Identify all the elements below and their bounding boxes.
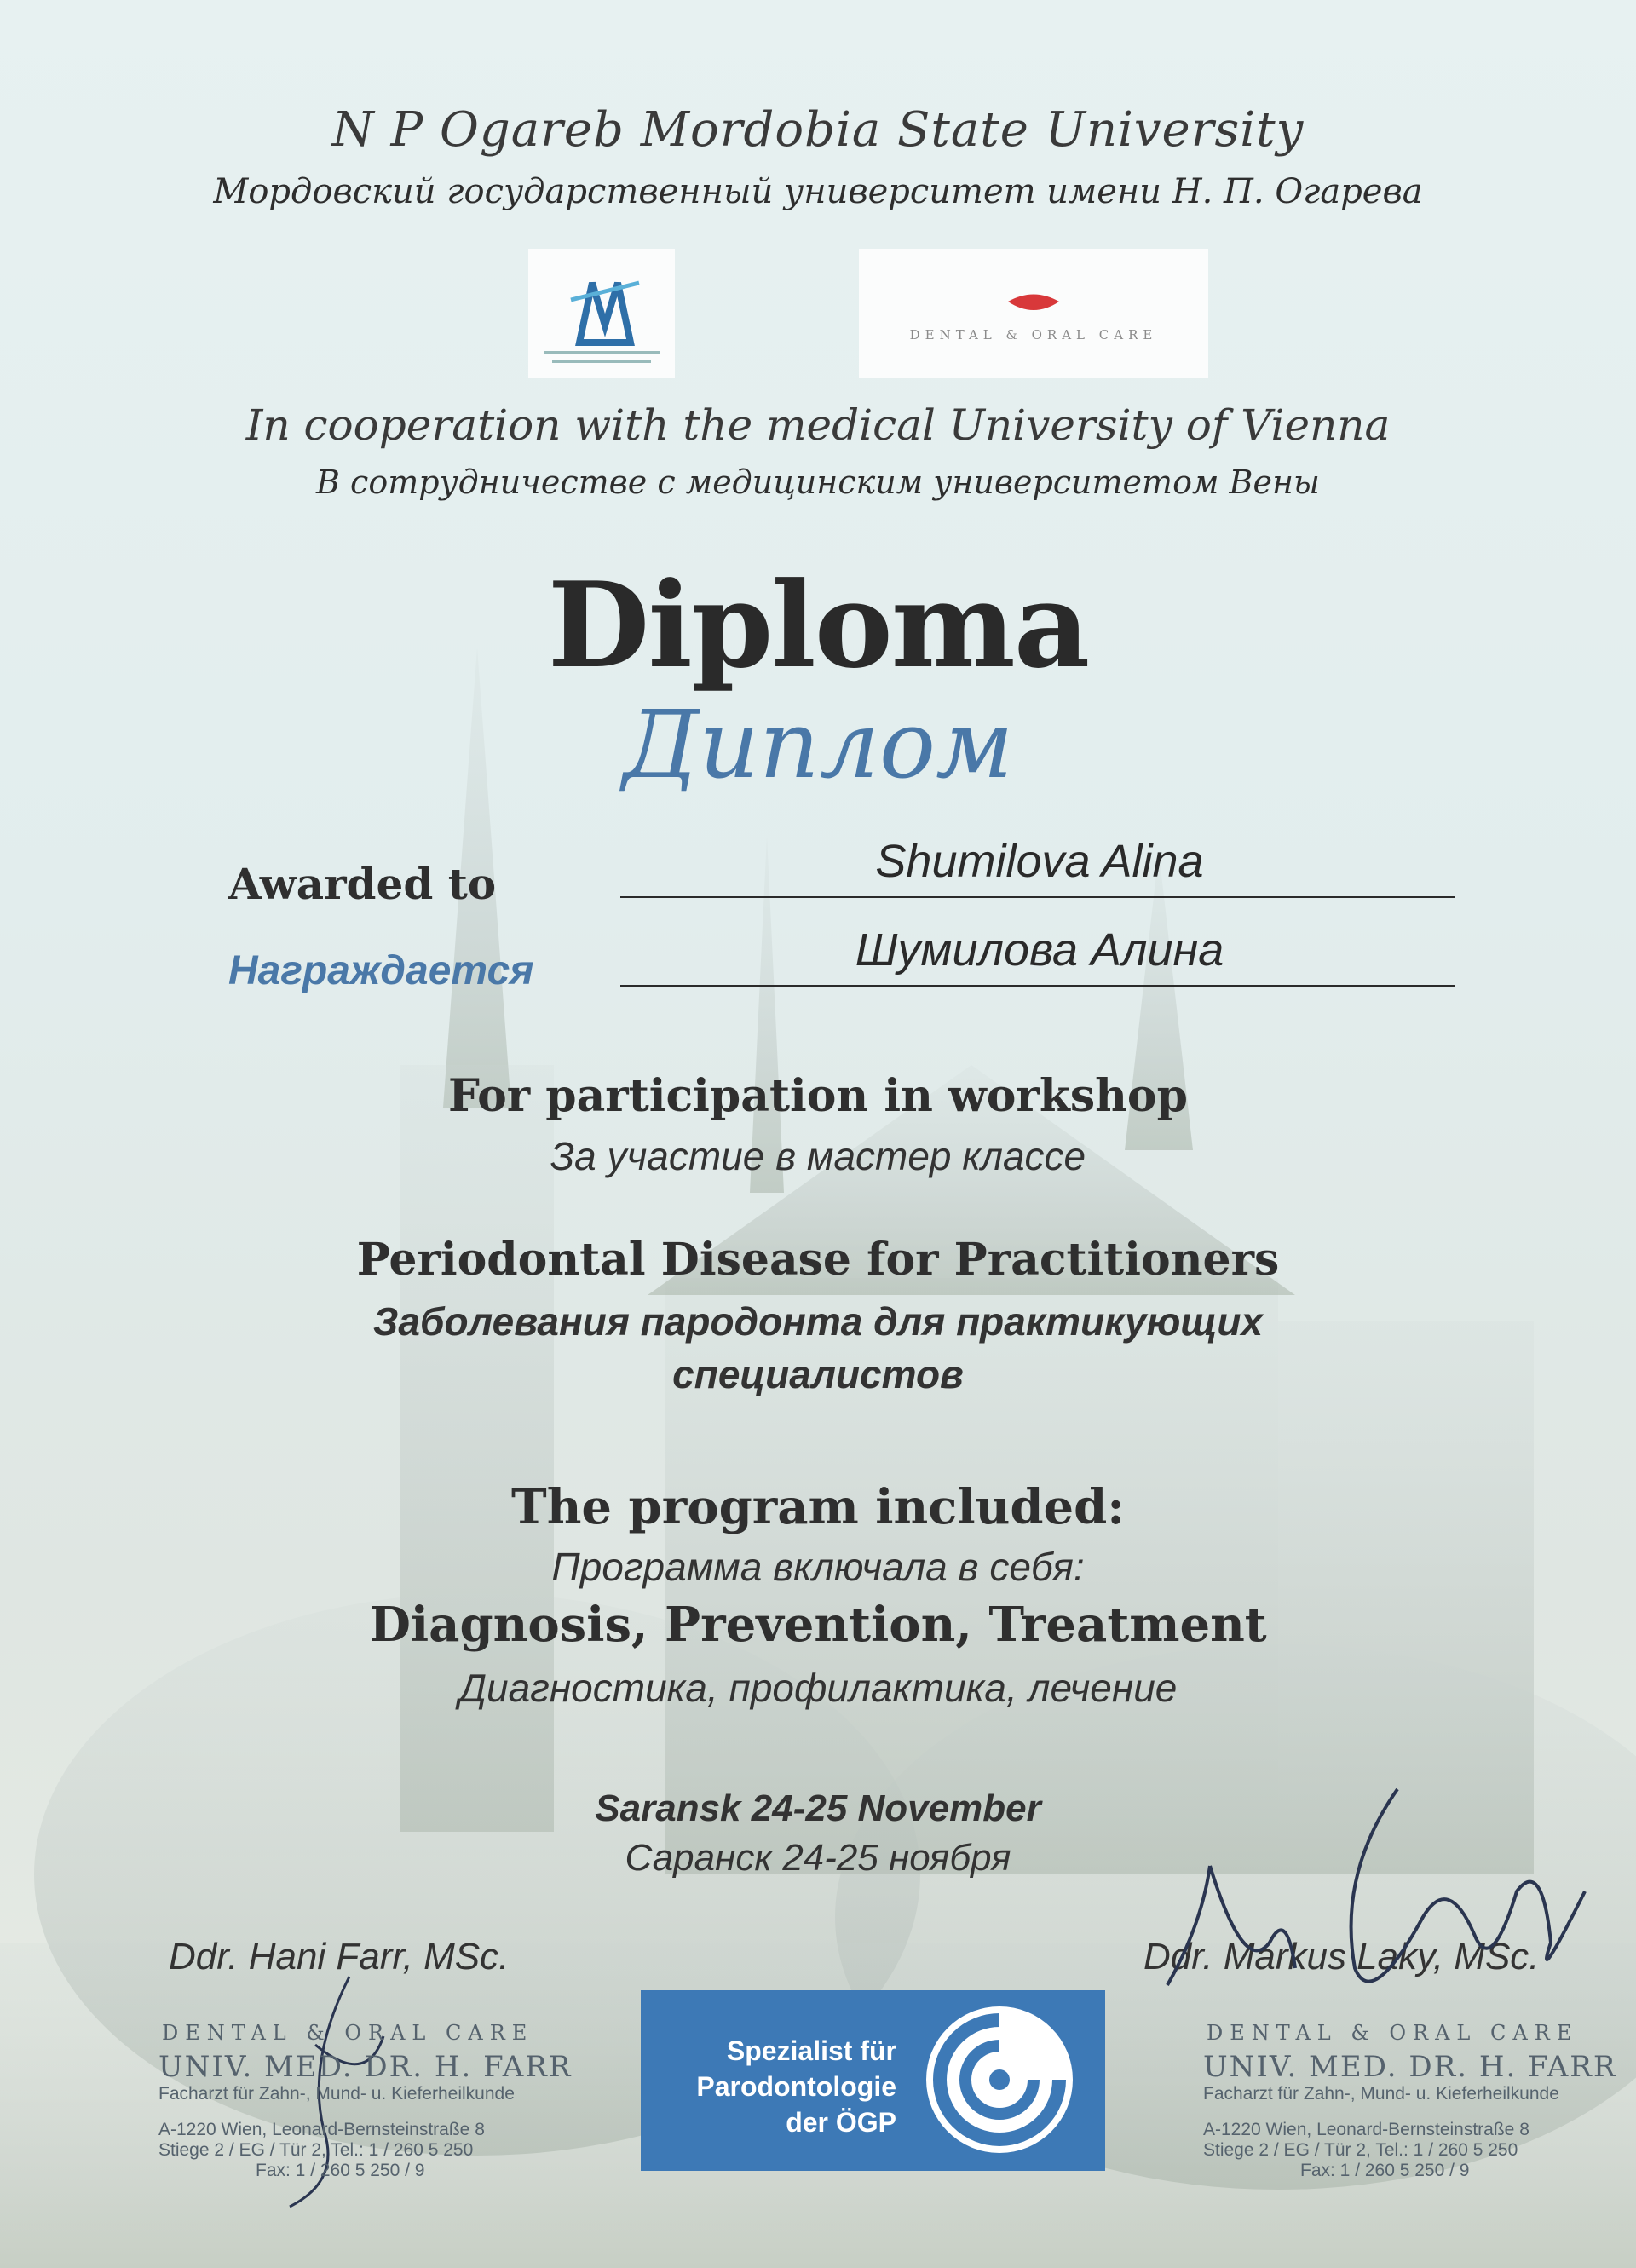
name-underline-en — [620, 896, 1455, 898]
ogp-specialist-badge — [641, 1990, 1105, 2171]
topic-ru-line1: Заболевания пародонта для практикующих — [372, 1299, 1264, 1344]
stamp-right-line1: DENTAL & ORAL CARE — [1207, 2021, 1579, 2045]
university-emblem-icon — [528, 249, 675, 378]
topic-en: Periodontal Disease for Practitioners — [356, 1234, 1280, 1286]
stamp-right-line3: Facharzt für Zahn-, Mund- u. Kieferheilkunde — [1203, 2084, 1559, 2104]
title-ru: Диплом — [622, 690, 1014, 799]
stamp-right-line4: A-1220 Wien, Leonard-Bernsteinstraße 8 — [1203, 2120, 1529, 2139]
dental-oral-care-logo — [859, 249, 1208, 378]
program-ru: Программа включала в себя: — [551, 1545, 1085, 1589]
program-en: The program included: — [511, 1479, 1125, 1535]
university-name-ru: Мордовский государственный университет имени Н. П. Огарева — [213, 172, 1423, 211]
university-logo — [528, 249, 675, 378]
signature-right — [1142, 1772, 1602, 2011]
title-en: Diploma — [547, 555, 1089, 694]
cooperation-ru: В сотрудничестве с медицинским университетом Вены — [316, 463, 1320, 501]
recipient-name-ru: Шумилова Алина — [855, 924, 1224, 976]
participation-ru: За участие в мастер классе — [550, 1134, 1086, 1178]
signatory-right-name: Ddr. Markus Laky, MSc. — [1143, 1936, 1540, 1977]
signatory-left-name: Ddr. Hani Farr, MSc. — [169, 1936, 510, 1977]
awarded-label-ru: Награждается — [228, 948, 534, 993]
ogp-badge-line3: der ÖGP — [786, 2107, 896, 2138]
program-items-en: Diagnosis, Prevention, Treatment — [369, 1597, 1267, 1653]
ogp-badge-line2: Parodontologie — [696, 2071, 896, 2102]
stamp-left-line1: DENTAL & ORAL CARE — [162, 2021, 534, 2045]
stamp-right-line2: UNIV. MED. DR. H. FARR — [1203, 2050, 1617, 2084]
recipient-name-en: Shumilova Alina — [875, 836, 1204, 887]
stamp-left-line2: UNIV. MED. DR. H. FARR — [158, 2050, 573, 2084]
place-date-en: Saransk 24-25 November — [595, 1787, 1041, 1829]
ogp-badge-line1: Spezialist für — [726, 2035, 896, 2066]
lips-icon — [859, 249, 1208, 378]
participation-en: For participation in workshop — [448, 1070, 1188, 1122]
stamp-left-line6: Fax: 1 / 260 5 250 / 9 — [256, 2161, 425, 2180]
stamp-left-line4: A-1220 Wien, Leonard-Bernsteinstraße 8 — [158, 2120, 485, 2139]
awarded-label-en: Awarded to — [228, 859, 497, 909]
name-underline-ru — [620, 985, 1455, 987]
cooperation-en: In cooperation with the medical University of Vienna — [245, 400, 1391, 450]
stamp-left-line3: Facharzt für Zahn-, Mund- u. Kieferheilkunde — [158, 2084, 515, 2104]
stamp-right-line6: Fax: 1 / 260 5 250 / 9 — [1300, 2161, 1470, 2180]
stamp-left-line5: Stiege 2 / EG / Tür 2, Tel.: 1 / 260 5 250 — [158, 2140, 474, 2160]
program-items-ru: Диагностика, профилактика, лечение — [458, 1666, 1178, 1710]
dental-logo-text: DENTAL & ORAL CARE — [909, 327, 1158, 343]
place-date-ru: Саранск 24-25 ноября — [625, 1837, 1011, 1879]
stamp-right-line5: Stiege 2 / EG / Tür 2, Tel.: 1 / 260 5 250 — [1203, 2140, 1518, 2160]
ogp-spiral-icon — [919, 1999, 1080, 2161]
university-name-en: N P Ogareb Mordobia State University — [331, 102, 1305, 158]
topic-ru-line2: специалистов — [672, 1352, 964, 1396]
